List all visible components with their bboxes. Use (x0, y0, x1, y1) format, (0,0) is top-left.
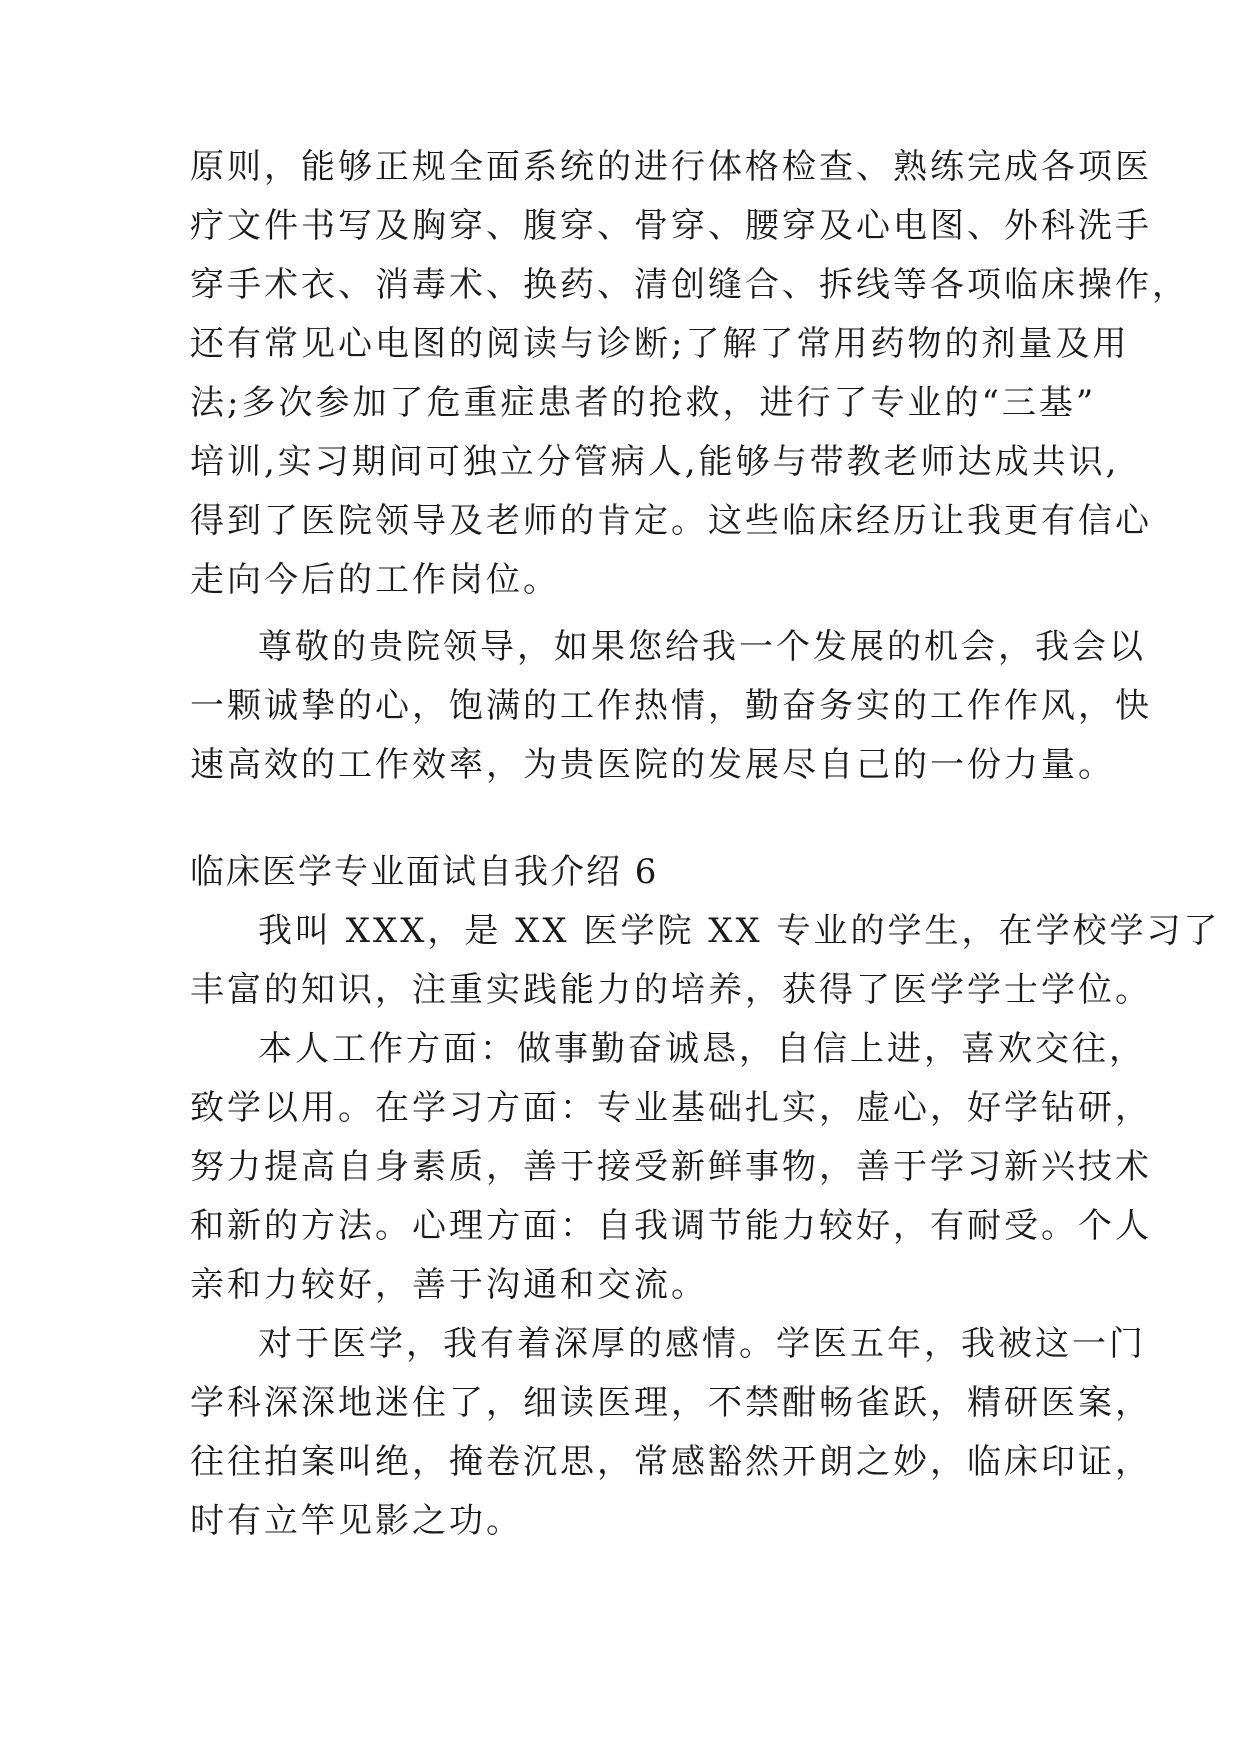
text-line: 丰富的知识，注重实践能力的培养，获得了医学学士学位。 (190, 970, 1152, 1010)
text-line: 对于医学，我有着深厚的感情。学医五年，我被这一门 (258, 1324, 1146, 1364)
text-line: 学科深深地迷住了，细读医理，不禁酣畅雀跃，精研医案， (190, 1383, 1152, 1423)
text-line: 培训,实习期间可独立分管病人,能够与带教老师达成共识, (190, 442, 1120, 482)
text-line: 我叫 XXX，是 XX 医学院 XX 专业的学生，在学校学习了 (258, 911, 1221, 951)
text-line: 得到了医院领导及老师的肯定。这些临床经历让我更有信心 (190, 501, 1152, 541)
text-line: 还有常见心电图的阅读与诊断;了解了常用药物的剂量及用 (190, 324, 1130, 364)
text-line: 原则，能够正规全面系统的进行体格检查、熟练完成各项医 (190, 147, 1152, 187)
section-paragraph-2 (190, 1020, 1152, 1315)
section-title: 临床医学专业面试自我介绍 6 (190, 852, 659, 892)
text-line: 往往拍案叫绝，掩卷沉思，常感豁然开朗之妙，临床印证， (190, 1442, 1152, 1482)
text-line: 穿手术衣、消毒术、换药、清创缝合、拆线等各项临床操作， (190, 265, 1189, 305)
text-line: 法;多次参加了危重症患者的抢救，进行了专业的“三基” (190, 383, 1097, 423)
text-line: 尊敬的贵院领导，如果您给我一个发展的机会，我会以 (258, 627, 1146, 667)
text-line: 疗文件书写及胸穿、腹穿、骨穿、腰穿及心电图、外科洗手 (190, 206, 1152, 246)
text-line: 速高效的工作效率，为贵医院的发展尽自己的一份力量。 (190, 745, 1115, 785)
section-paragraph-1 (190, 902, 1221, 1020)
intro-paragraph (190, 138, 1189, 610)
text-line: 时有立竿见影之功。 (190, 1501, 523, 1541)
section-title-block (190, 843, 1070, 902)
text-line: 亲和力较好，善于沟通和交流。 (190, 1265, 708, 1305)
text-line: 一颗诚挚的心，饱满的工作热情，勤奋务实的工作作风，快 (190, 686, 1152, 726)
text-line: 走向今后的工作岗位。 (190, 560, 560, 600)
text-line: 本人工作方面：做事勤奋诚恳，自信上进，喜欢交往， (258, 1029, 1146, 1069)
text-line: 致学以用。在学习方面：专业基础扎实，虚心，好学钻研， (190, 1088, 1152, 1128)
text-line: 和新的方法。心理方面：自我调节能力较好，有耐受。个人 (190, 1206, 1152, 1246)
section-paragraph-3 (190, 1315, 1152, 1551)
text-line: 努力提高自身素质，善于接受新鲜事物，善于学习新兴技术 (190, 1147, 1152, 1187)
closing-paragraph (190, 618, 1152, 795)
